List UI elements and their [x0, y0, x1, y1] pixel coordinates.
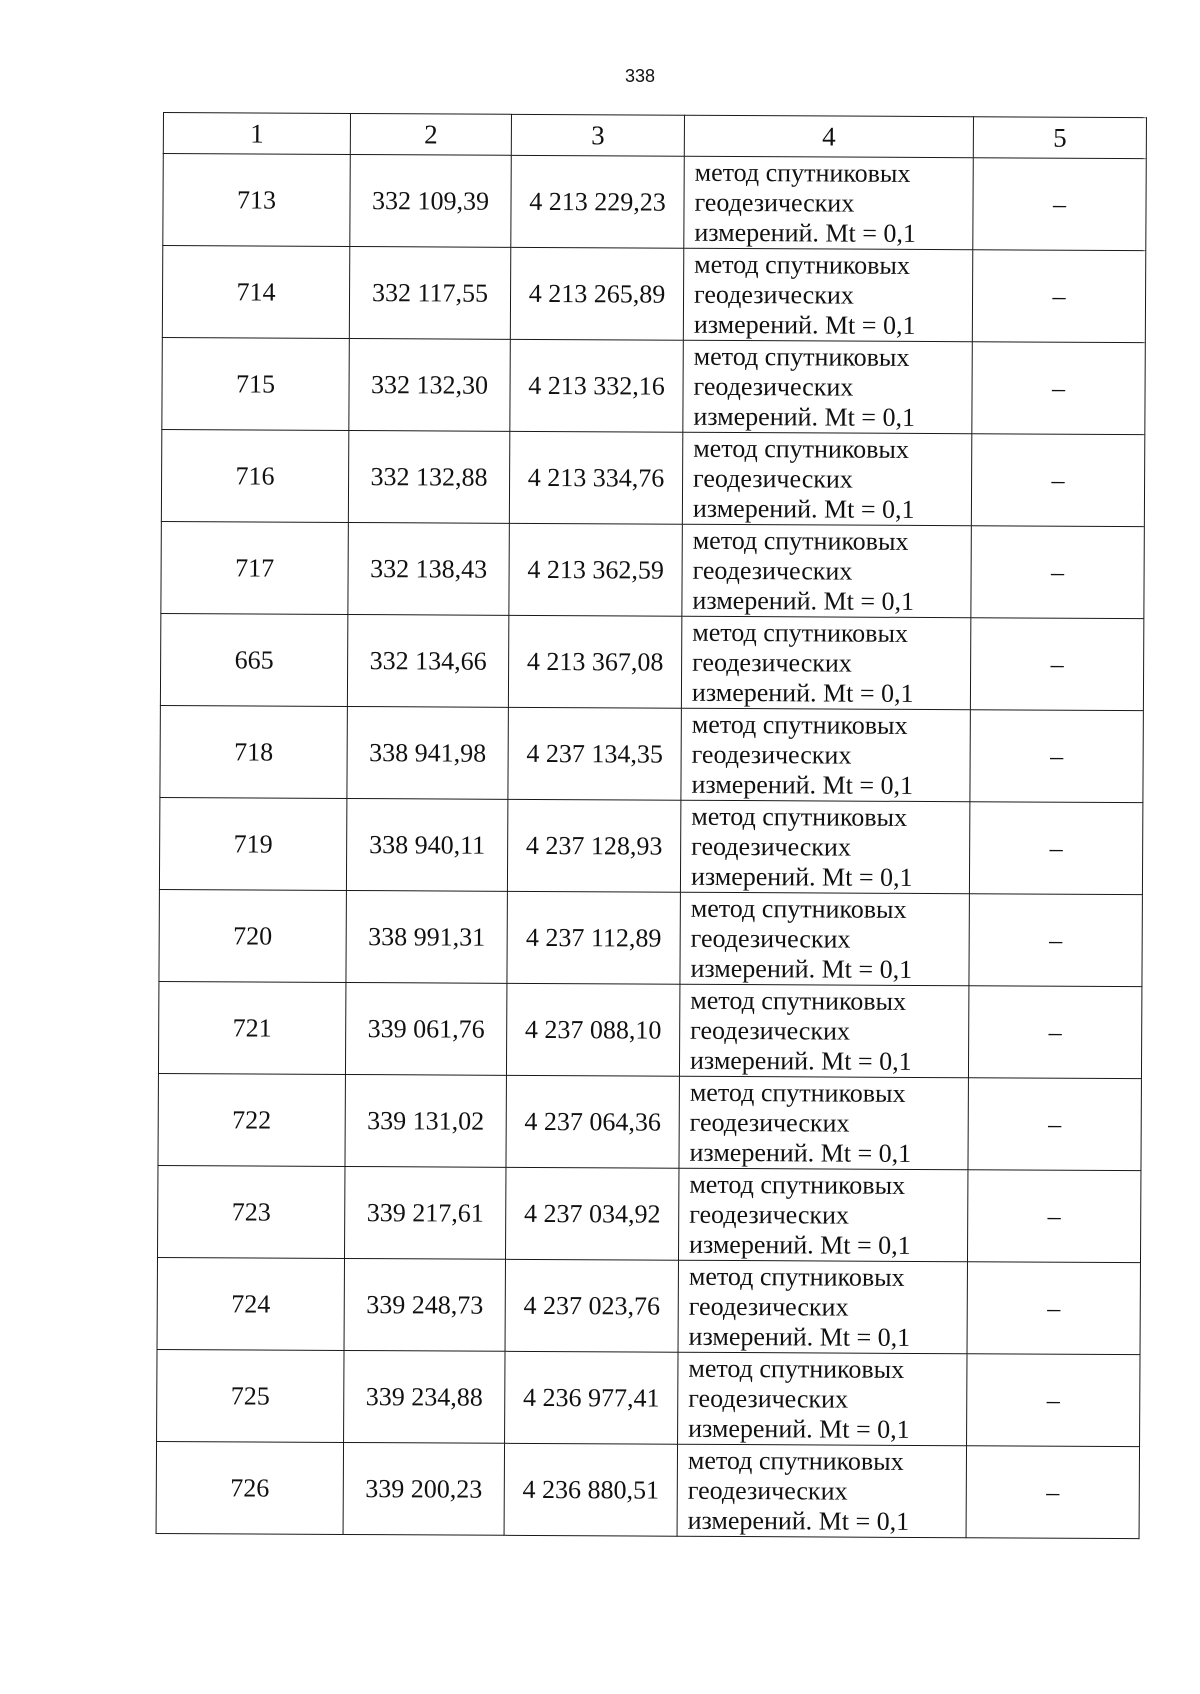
y-coordinate-cell: 4 237 034,92: [505, 1167, 678, 1260]
method-line: измерений. Mt = 0,1: [690, 953, 913, 984]
point-number-cell: 716: [161, 429, 348, 522]
method-line: измерений. Mt = 0,1: [692, 493, 915, 524]
x-coordinate-cell: 339 131,02: [345, 1074, 506, 1167]
note-cell: –: [971, 434, 1144, 527]
method-cell: [678, 1168, 967, 1262]
table-row: [162, 246, 1145, 343]
method-line: измерений. Mt = 0,1: [688, 1321, 911, 1352]
method-cell: [682, 432, 971, 526]
method-line: метод спутниковых: [691, 801, 908, 832]
table-row: [159, 797, 1142, 894]
method-cell: [682, 524, 971, 618]
method-line: измерений. Mt = 0,1: [688, 1413, 910, 1444]
table-row: [160, 705, 1143, 802]
method-line: метод спутниковых: [689, 1077, 906, 1108]
y-coordinate-cell: 4 237 134,35: [508, 707, 681, 800]
y-coordinate-cell: 4 237 112,89: [507, 891, 680, 984]
method-line: метод спутниковых: [688, 1261, 905, 1292]
note-cell: –: [969, 894, 1142, 987]
method-cell: [677, 1444, 966, 1538]
method-line: геодезических: [694, 187, 855, 218]
method-line: геодезических: [691, 831, 851, 862]
method-cell: [683, 248, 972, 342]
y-coordinate-cell: 4 213 367,08: [508, 615, 681, 708]
y-coordinate-cell: 4 237 023,76: [505, 1259, 678, 1352]
note-cell: –: [967, 1262, 1140, 1355]
x-coordinate-cell: 339 248,73: [344, 1258, 505, 1351]
point-number-cell: 718: [160, 705, 347, 798]
method-line: метод спутниковых: [692, 525, 909, 556]
point-number-cell: 725: [157, 1349, 344, 1442]
x-coordinate-cell: 332 134,66: [347, 614, 508, 707]
point-number-cell: 726: [156, 1441, 343, 1534]
method-line: метод спутниковых: [688, 1353, 905, 1384]
method-cell: [678, 1352, 967, 1446]
method-line: измерений. Mt = 0,1: [691, 769, 914, 800]
method-line: измерений. Mt = 0,1: [693, 309, 916, 340]
note-cell: –: [967, 1354, 1140, 1447]
x-coordinate-cell: 332 132,30: [349, 338, 510, 431]
method-cell: [678, 1260, 967, 1354]
method-cell: [684, 156, 973, 250]
table-body: [156, 154, 1146, 1539]
column-header-2: 2: [350, 113, 511, 155]
point-number-cell: 721: [158, 981, 345, 1074]
method-line: метод спутниковых: [693, 433, 910, 464]
method-line: геодезических: [687, 1475, 848, 1506]
method-line: геодезических: [691, 739, 852, 770]
y-coordinate-cell: 4 213 265,89: [510, 247, 683, 340]
method-line: геодезических: [688, 1291, 849, 1322]
method-line: геодезических: [693, 463, 853, 494]
point-number-cell: 722: [158, 1073, 345, 1166]
note-cell: –: [969, 802, 1142, 895]
table-row: [158, 1165, 1141, 1262]
method-line: метод спутниковых: [694, 157, 911, 188]
method-line: измерений. Mt = 0,1: [690, 861, 913, 892]
x-coordinate-cell: 332 117,55: [349, 246, 510, 339]
column-header-5: 5: [973, 117, 1146, 159]
y-coordinate-cell: 4 213 334,76: [509, 431, 682, 524]
method-cell: [681, 708, 970, 802]
method-line: метод спутниковых: [692, 617, 909, 648]
table-row: [157, 1257, 1140, 1354]
note-cell: –: [973, 158, 1146, 251]
point-number-cell: 665: [160, 613, 347, 706]
note-cell: –: [966, 1446, 1139, 1539]
point-number-cell: 719: [159, 797, 346, 890]
x-coordinate-cell: 332 138,43: [348, 522, 509, 615]
y-coordinate-cell: 4 237 128,93: [507, 799, 680, 892]
x-coordinate-cell: 332 109,39: [350, 154, 511, 247]
x-coordinate-cell: 339 234,88: [344, 1350, 505, 1443]
method-line: измерений. Mt = 0,1: [691, 677, 914, 708]
method-line: измерений. Mt = 0,1: [689, 1137, 912, 1168]
method-line: геодезических: [693, 279, 854, 310]
method-line: измерений. Mt = 0,1: [689, 1045, 912, 1076]
y-coordinate-cell: 4 213 229,23: [511, 155, 684, 248]
method-line: метод спутниковых: [689, 1169, 906, 1200]
note-cell: –: [972, 250, 1145, 343]
method-line: геодезических: [689, 1107, 850, 1138]
method-line: метод спутниковых: [691, 709, 908, 740]
method-cell: [680, 892, 969, 986]
method-line: метод спутниковых: [687, 1445, 904, 1476]
y-coordinate-cell: 4 237 064,36: [506, 1075, 679, 1168]
point-number-cell: 720: [159, 889, 346, 982]
table-row: [158, 1073, 1141, 1170]
note-cell: –: [970, 710, 1143, 803]
note-cell: –: [972, 342, 1145, 435]
y-coordinate-cell: 4 236 977,41: [505, 1351, 678, 1444]
note-cell: –: [968, 1078, 1141, 1171]
column-header-4: 4: [684, 115, 973, 158]
method-cell: [679, 984, 968, 1078]
table-row: [163, 154, 1146, 251]
y-coordinate-cell: 4 236 880,51: [504, 1443, 677, 1536]
method-line: измерений. Mt = 0,1: [689, 1229, 911, 1260]
table-row: [162, 337, 1145, 434]
method-line: геодезических: [690, 1015, 851, 1046]
table-row: [161, 429, 1144, 526]
method-cell: [679, 1076, 968, 1170]
x-coordinate-cell: 338 940,11: [346, 798, 507, 891]
method-line: метод спутниковых: [690, 893, 907, 924]
point-number-cell: 717: [161, 521, 348, 614]
note-cell: –: [971, 526, 1144, 619]
x-coordinate-cell: 339 200,23: [343, 1442, 504, 1535]
method-cell: [680, 800, 969, 894]
table-row: [161, 521, 1144, 618]
x-coordinate-cell: 332 132,88: [348, 430, 509, 523]
y-coordinate-cell: 4 213 362,59: [509, 523, 682, 616]
table-row: [157, 1349, 1140, 1446]
page-number: 338: [624, 66, 656, 86]
method-line: геодезических: [692, 555, 853, 586]
table-row: [159, 889, 1142, 986]
table-row: [158, 981, 1141, 1078]
method-line: измерений. Mt = 0,1: [687, 1505, 910, 1536]
method-line: метод спутниковых: [694, 249, 910, 280]
table-row: [160, 613, 1143, 710]
method-cell: [681, 616, 970, 710]
point-number-cell: 713: [163, 154, 350, 247]
method-line: измерений. Mt = 0,1: [694, 217, 917, 248]
method-cell: [683, 340, 972, 434]
note-cell: –: [968, 986, 1141, 1079]
note-cell: –: [967, 1170, 1140, 1263]
point-number-cell: 723: [158, 1165, 345, 1258]
table-header-row: [163, 113, 1146, 159]
x-coordinate-cell: 339 217,61: [344, 1166, 505, 1259]
x-coordinate-cell: 339 061,76: [345, 982, 506, 1075]
column-header-1: 1: [163, 113, 350, 155]
x-coordinate-cell: 338 991,31: [346, 890, 507, 983]
coordinates-table: [156, 112, 1147, 1539]
point-number-cell: 714: [162, 246, 349, 339]
method-line: метод спутниковых: [693, 341, 910, 372]
method-line: геодезических: [693, 371, 854, 402]
method-line: измерений. Mt = 0,1: [693, 401, 916, 432]
table-row: [156, 1441, 1139, 1538]
method-line: метод спутниковых: [690, 985, 907, 1016]
y-coordinate-cell: 4 213 332,16: [510, 339, 683, 432]
x-coordinate-cell: 338 941,98: [347, 706, 508, 799]
method-line: геодезических: [692, 647, 852, 678]
method-line: геодезических: [689, 1199, 850, 1230]
method-line: измерений. Mt = 0,1: [692, 585, 915, 616]
column-header-3: 3: [511, 114, 684, 156]
point-number-cell: 715: [162, 337, 349, 430]
method-line: геодезических: [688, 1383, 849, 1414]
note-cell: –: [970, 618, 1143, 711]
method-line: геодезических: [690, 923, 851, 954]
point-number-cell: 724: [157, 1257, 344, 1350]
y-coordinate-cell: 4 237 088,10: [506, 983, 679, 1076]
